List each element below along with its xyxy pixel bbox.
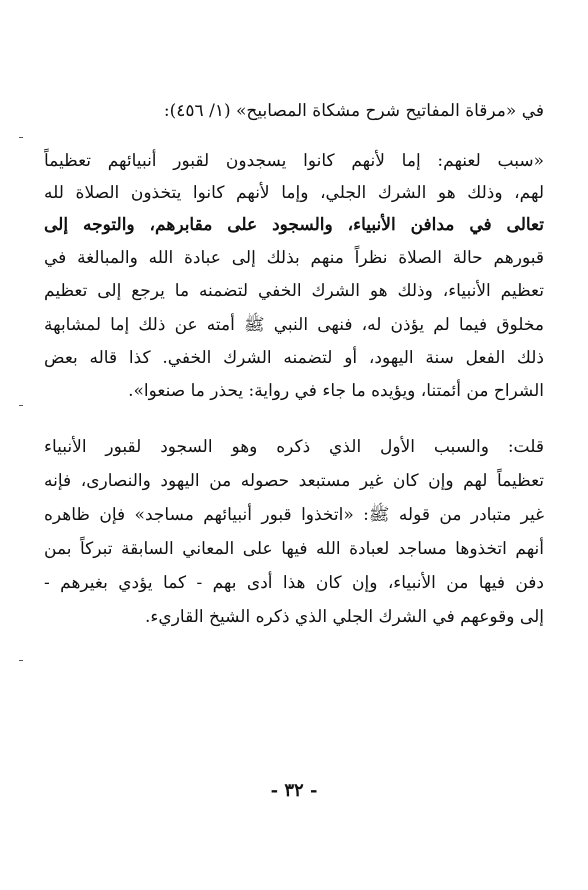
margin-mark: [19, 660, 23, 661]
margin-mark: [19, 405, 23, 406]
text-line: ذلك الفعل سنة اليهود، أو لتضمنه الشرك الخفي. كذا قاله بعض: [44, 348, 544, 368]
text-line: غير متبادر من قوله ﷺ: «اتخذوا قبور أنبيائهم مساجد» فإن ظاهره: [44, 505, 544, 525]
text-line: دفن فيها من الأنبياء، وإن كان هذا أدى بهم - كما يؤدي بغيرهم -: [44, 573, 544, 593]
page-number: - ٣٢ -: [270, 780, 318, 801]
text-line: تعظيم الأنبياء، وذلك هو الشرك الخفي لتضمنه ما يرجع إلى تعظيم: [44, 281, 544, 301]
text-line: «سبب لعنهم: إما لأنهم كانوا يسجدون لقبور أنبيائهم تعظيماً: [44, 151, 544, 171]
text-line: مخلوق فيما لم يؤذن له، فنهى النبي ﷺ أمته عن ذلك إما لمشابهة: [44, 315, 544, 335]
source-heading: في «مرقاة المفاتيح شرح مشكاة المصابيح» (١/ ٤٥٦):: [163, 101, 544, 121]
text-line: الشراح من أئمتنا، ويؤيده ما جاء في رواية: يحذر ما صنعوا».: [128, 381, 544, 401]
text-line-bold: تعالى في مدافن الأنبياء، والسجود على مقابرهم، والتوجه إلى: [44, 215, 544, 235]
text-line: لهم، وذلك هو الشرك الجلي، وإما لأنهم كانوا يتخذون الصلاة لله: [44, 183, 544, 203]
text-line: تعظيماً لهم وإن كان غير مستبعد حصوله من اليهود والنصارى، فإنه: [44, 471, 544, 491]
text-line: أنهم اتخذوها مساجد لعبادة الله فيها على المعاني السابقة تبركاً بمن: [44, 539, 544, 559]
text-line: قبورهم حالة الصلاة نظراً منهم بذلك إلى عبادة الله والمبالغة في: [44, 248, 544, 268]
margin-mark: [19, 137, 23, 138]
text-line: قلت: والسبب الأول الذي ذكره وهو السجود لقبور الأنبياء: [44, 437, 544, 457]
text-line: إلى وقوعهم في الشرك الجلي الذي ذكره الشيخ القاريء.: [145, 607, 544, 627]
